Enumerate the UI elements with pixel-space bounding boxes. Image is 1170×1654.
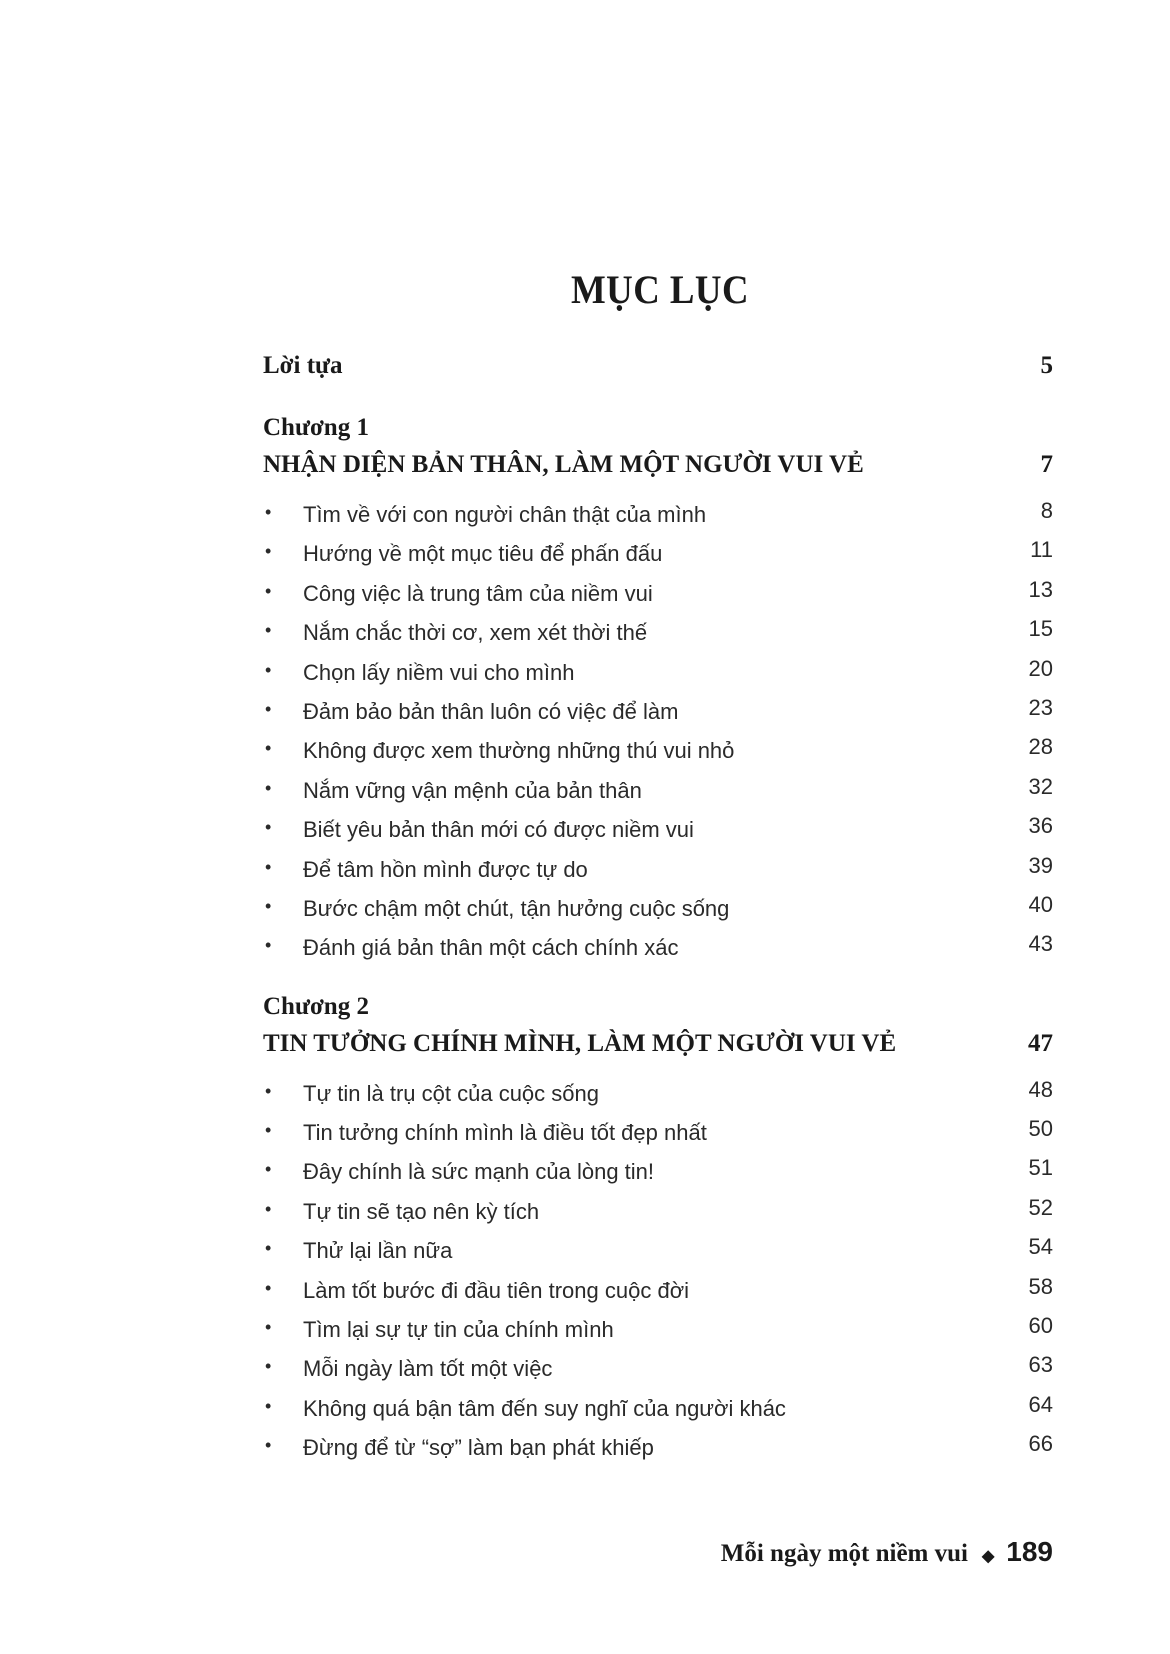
entry-label-group bbox=[263, 778, 642, 804]
entry-label-group bbox=[263, 1396, 786, 1422]
entry-title: Nắm chắc thời cơ, xem xét thời thế bbox=[303, 620, 648, 646]
entry-page: 43 bbox=[1028, 931, 1053, 957]
toc-entry bbox=[263, 1274, 1053, 1313]
toc-entry bbox=[263, 1155, 1053, 1194]
entry-page: 48 bbox=[1028, 1076, 1053, 1102]
entry-page: 60 bbox=[1028, 1313, 1053, 1339]
entry-title: Tìm về với con người chân thật của mình bbox=[303, 502, 707, 527]
bullet-icon: • bbox=[265, 620, 272, 641]
bullet-icon: • bbox=[265, 738, 272, 759]
entry-title: Để tâm hồn mình được tự do bbox=[303, 856, 588, 882]
chapter-page: 7 bbox=[1040, 451, 1053, 478]
entry-label-group bbox=[263, 1120, 707, 1146]
entry-title: Tự tin là trụ cột của cuộc sống bbox=[303, 1080, 599, 1106]
toc-entry bbox=[263, 1313, 1053, 1352]
entry-page: 52 bbox=[1028, 1194, 1053, 1220]
bullet-icon: • bbox=[265, 1317, 272, 1338]
preface-label: Lời tựa bbox=[263, 352, 343, 379]
toc-entry bbox=[263, 537, 1053, 576]
bullet-icon: • bbox=[265, 1435, 272, 1456]
preface-page: 5 bbox=[1040, 352, 1053, 379]
entry-label-group bbox=[263, 620, 647, 646]
entry-label-group bbox=[263, 541, 662, 567]
toc-entry bbox=[263, 1392, 1053, 1431]
entry-title: Không được xem thường những thú vui nhỏ bbox=[303, 738, 735, 764]
entry-page: 13 bbox=[1028, 576, 1053, 602]
toc-entry bbox=[263, 1431, 1053, 1470]
toc-entry bbox=[263, 931, 1053, 970]
entry-page: 20 bbox=[1028, 655, 1053, 681]
entry-label-group bbox=[263, 857, 588, 883]
chapter-heading bbox=[263, 451, 1053, 498]
entry-label-group bbox=[263, 1081, 599, 1107]
entry-title: Chọn lấy niềm vui cho mình bbox=[303, 659, 575, 685]
footer-book-title: Mỗi ngày một niềm vui bbox=[720, 1540, 968, 1567]
bullet-icon: • bbox=[265, 856, 272, 877]
entry-title: Nắm vững vận mệnh của bản thân bbox=[303, 777, 642, 803]
entry-title: Đảm bảo bản thân luôn có việc để làm bbox=[303, 698, 679, 724]
toc-entry bbox=[263, 774, 1053, 813]
toc-entry bbox=[263, 813, 1053, 852]
entry-page: 23 bbox=[1028, 694, 1053, 720]
entry-page: 64 bbox=[1028, 1391, 1053, 1417]
entry-label-group bbox=[263, 660, 574, 686]
entry-page: 39 bbox=[1028, 852, 1053, 878]
bullet-icon: • bbox=[265, 1277, 272, 1298]
diamond-icon: ◆ bbox=[981, 1548, 995, 1565]
entry-title: Mỗi ngày làm tốt một việc bbox=[303, 1356, 553, 1382]
entry-label-group bbox=[263, 1435, 654, 1461]
bullet-icon: • bbox=[265, 1395, 272, 1416]
entry-label-group bbox=[263, 502, 706, 528]
entry-page: 11 bbox=[1030, 537, 1053, 563]
chapter-heading bbox=[263, 1030, 1053, 1077]
chapter-number: Chương 2 bbox=[263, 992, 369, 1020]
entry-title: Tin tưởng chính mình là điều tốt đẹp nhất bbox=[303, 1120, 707, 1146]
entry-page: 32 bbox=[1028, 773, 1053, 799]
entry-page: 54 bbox=[1028, 1234, 1053, 1260]
toc-entry bbox=[263, 577, 1053, 616]
entry-title: Tìm lại sự tự tin của chính mình bbox=[303, 1317, 614, 1343]
chapter-number: Chương 1 bbox=[263, 414, 369, 441]
page-title: MỤC LỤC bbox=[570, 267, 749, 312]
bullet-icon: • bbox=[265, 1356, 272, 1377]
bullet-icon: • bbox=[265, 541, 272, 562]
chapter-page: 47 bbox=[1028, 1029, 1053, 1057]
entry-label-group bbox=[263, 1199, 539, 1225]
chapter-list bbox=[263, 414, 1053, 1471]
bullet-icon: • bbox=[265, 895, 272, 916]
entry-page: 36 bbox=[1028, 813, 1053, 839]
toc-entry bbox=[263, 616, 1053, 655]
toc-entry bbox=[263, 695, 1053, 734]
bullet-icon: • bbox=[265, 698, 272, 719]
entry-label-group bbox=[263, 1356, 552, 1382]
entry-label-group bbox=[263, 896, 729, 922]
toc-entry bbox=[263, 656, 1053, 695]
entry-page: 28 bbox=[1028, 734, 1053, 760]
toc-preface bbox=[263, 352, 1053, 392]
bullet-icon: • bbox=[265, 580, 272, 601]
bullet-icon: • bbox=[265, 1080, 272, 1101]
toc-entry bbox=[263, 1352, 1053, 1391]
entry-label-group bbox=[263, 817, 694, 843]
table-of-contents bbox=[263, 352, 1053, 1471]
entry-title: Đây chính là sức mạnh của lòng tin! bbox=[303, 1159, 655, 1185]
bullet-icon: • bbox=[265, 502, 272, 522]
bullet-icon: • bbox=[265, 777, 272, 798]
toc-entry bbox=[263, 1116, 1053, 1155]
bullet-icon: • bbox=[265, 1159, 272, 1180]
chapter-title: NHẬN DIỆN BẢN THÂN, LÀM MỘT NGƯỜI VUI VẺ bbox=[263, 451, 864, 478]
footer-page-number: 189 bbox=[1006, 1536, 1053, 1567]
toc-entry bbox=[263, 892, 1053, 931]
entry-title: Biết yêu bản thân mới có được niềm vui bbox=[303, 817, 694, 843]
entry-title: Làm tốt bước đi đầu tiên trong cuộc đời bbox=[303, 1277, 690, 1303]
entry-label-group bbox=[263, 1159, 654, 1185]
entry-title: Thử lại lần nữa bbox=[303, 1238, 453, 1264]
bullet-icon: • bbox=[265, 817, 272, 838]
toc-entry bbox=[263, 1077, 1053, 1116]
entry-title: Đừng để từ “sợ” làm bạn phát khiếp bbox=[303, 1435, 654, 1461]
entry-page: 15 bbox=[1028, 616, 1053, 642]
entry-page: 50 bbox=[1028, 1116, 1053, 1142]
bullet-icon: • bbox=[265, 935, 272, 956]
entry-title: Đánh giá bản thân một cách chính xác bbox=[303, 935, 679, 961]
entry-page: 51 bbox=[1028, 1155, 1053, 1181]
bullet-icon: • bbox=[265, 659, 272, 680]
entry-label-group bbox=[263, 1317, 614, 1343]
entry-label-group bbox=[263, 1278, 689, 1304]
entry-label-group bbox=[263, 699, 678, 725]
entry-label-group bbox=[263, 738, 734, 764]
entry-label-group bbox=[263, 1238, 452, 1264]
bullet-icon: • bbox=[265, 1238, 272, 1259]
toc-entry bbox=[263, 1234, 1053, 1273]
page-footer bbox=[721, 1536, 1053, 1568]
toc-entry bbox=[263, 498, 1053, 537]
entry-label-group bbox=[263, 581, 653, 607]
entry-title: Không quá bận tâm đến suy nghĩ của người khác bbox=[303, 1395, 786, 1421]
entry-label-group bbox=[263, 935, 678, 961]
entry-title: Bước chậm một chút, tận hưởng cuộc sống bbox=[303, 895, 730, 921]
entry-title: Tự tin sẽ tạo nên kỳ tích bbox=[303, 1198, 540, 1224]
entry-title: Hướng về một mục tiêu để phấn đấu bbox=[303, 541, 663, 567]
chapter-title: TIN TƯỞNG CHÍNH MÌNH, LÀM MỘT NGƯỜI VUI VẺ bbox=[263, 1029, 897, 1057]
entry-page: 63 bbox=[1028, 1352, 1053, 1378]
entry-page: 58 bbox=[1028, 1273, 1053, 1299]
entry-page: 66 bbox=[1028, 1431, 1053, 1457]
entry-title: Công việc là trung tâm của niềm vui bbox=[303, 580, 653, 606]
entry-page: 40 bbox=[1028, 891, 1053, 917]
entry-page: 8 bbox=[1040, 498, 1053, 523]
toc-entry bbox=[263, 853, 1053, 892]
toc-entry bbox=[263, 734, 1053, 773]
bullet-icon: • bbox=[265, 1120, 272, 1141]
toc-entry bbox=[263, 1195, 1053, 1234]
bullet-icon: • bbox=[265, 1198, 272, 1219]
